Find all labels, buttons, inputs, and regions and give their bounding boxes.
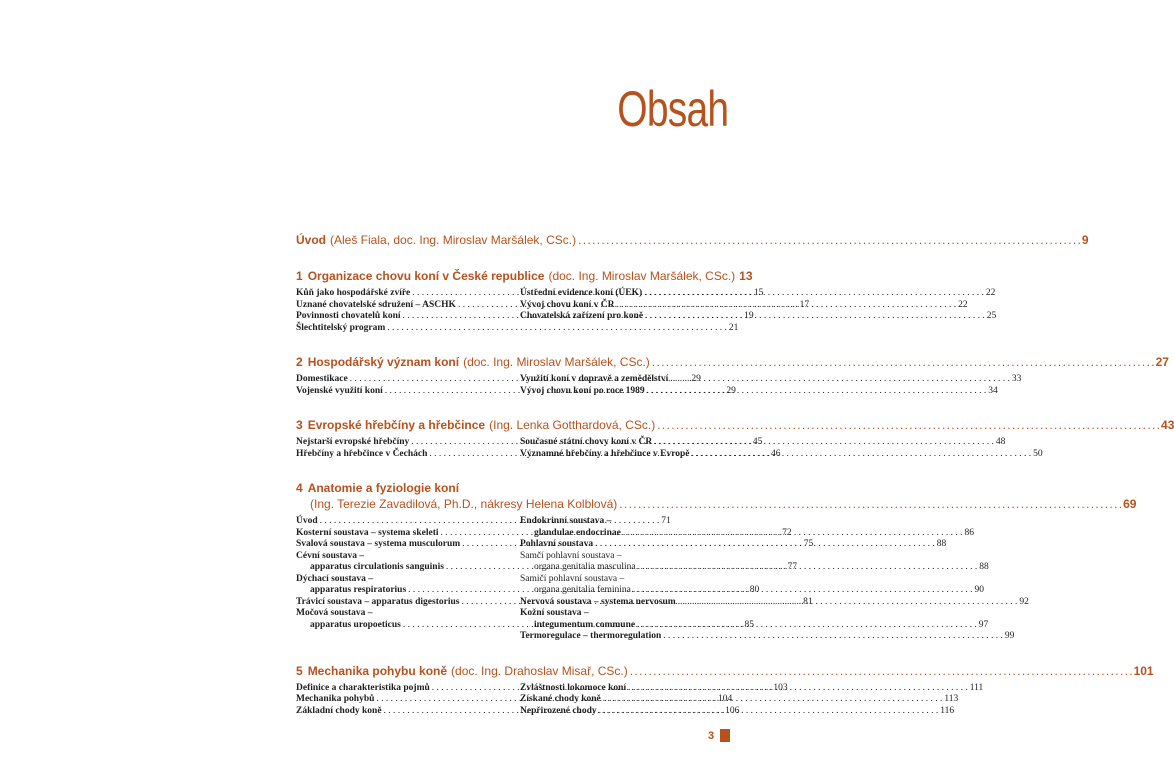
leader-dots	[645, 311, 985, 323]
heading-line	[296, 480, 729, 496]
entry-label: Pohlavní soustava	[520, 539, 594, 549]
entry-label: glandulae endocrinae	[534, 527, 621, 538]
section-title: Anatomie a fyziologie koní	[307, 481, 460, 495]
section-heading[interactable]	[296, 268, 753, 284]
entry-label: apparatus respiratorius	[310, 585, 407, 595]
section-title: Evropské hřebčíny a hřebčince	[307, 418, 486, 432]
toc-section-4	[296, 480, 1137, 643]
toc-entry[interactable]	[520, 574, 729, 586]
toc-entry[interactable]	[520, 608, 729, 620]
section-author: (doc. Ing. Miroslav Maršálek, CSc.)	[548, 269, 736, 283]
toc-entry[interactable]	[296, 574, 505, 586]
section-page: 101	[1133, 663, 1154, 678]
section-heading[interactable]	[296, 417, 1174, 433]
toc-entry[interactable]	[296, 322, 739, 335]
toc-section-1	[296, 268, 997, 334]
entry-label: Trávicí soustava – apparatus digestorius	[296, 596, 460, 607]
entry-page: 33	[1011, 374, 1022, 384]
section-title: Mechanika pohybu koně	[307, 663, 448, 678]
spacer	[296, 460, 729, 480]
section-entries	[296, 374, 1022, 397]
entry-page: 90	[974, 585, 985, 595]
toc-entry[interactable]	[520, 694, 959, 706]
leader-dots	[644, 288, 984, 300]
entry-label: Šlechtitelský program	[296, 322, 386, 333]
leader-dots	[638, 562, 978, 574]
entry-label: Termoregulace – thermoregulation	[520, 631, 662, 641]
entry-label: Významné hřebčíny a hřebčince v Evropě	[520, 448, 690, 459]
entry-label: organa genitalia masculina	[534, 562, 636, 572]
page-footer	[708, 729, 730, 742]
entry-label: Nervová soustava – systema nervosum	[520, 596, 676, 607]
entry-page: 104	[718, 694, 733, 704]
entry-page: 21	[728, 322, 739, 333]
spacer	[296, 397, 729, 417]
entry-label: Ústřední evidence koní (ÚEK)	[520, 288, 643, 298]
entry-page: 106	[725, 705, 740, 716]
leader-dots	[678, 597, 1018, 609]
page-number: 3	[708, 729, 715, 742]
leader-dots	[628, 683, 968, 695]
entry-label: Současné státní chovy koní v ČR	[520, 437, 653, 447]
entry-page: 22	[985, 288, 996, 298]
entry-page: 81	[803, 596, 813, 607]
section-author: (doc. Ing. Miroslav Maršálek, CSc.)	[463, 355, 650, 369]
toc-entry[interactable]	[520, 516, 729, 528]
entry-page: 29	[726, 385, 736, 396]
section-author: (Ing. Lenka Gotthardová, CSc.)	[489, 418, 656, 432]
entry-page: 85	[744, 619, 755, 630]
entry-page: 17	[799, 299, 810, 310]
entry-page: 46	[771, 448, 781, 459]
entry-label: Zvláštnosti lokomoce koní	[520, 682, 627, 693]
entry-label: Kožní soustava –	[520, 608, 589, 618]
entry-label: apparatus uropoeticus	[310, 619, 401, 630]
leader-dots	[692, 449, 1032, 461]
spacer	[296, 248, 729, 268]
entry-page: 77	[787, 562, 798, 572]
entry-label: Vývoj chovu koní po roce 1989	[520, 385, 645, 396]
entry-page: 71	[661, 516, 671, 526]
entry-label: Mechanika pohybů	[296, 694, 375, 704]
section-page: 13	[739, 269, 753, 283]
entry-label: Domestikace	[296, 374, 348, 384]
entry-label: Nejstarší evropské hřebčíny	[296, 437, 410, 447]
entry-label: Vývoj chovu koní v ČR	[520, 299, 615, 310]
entry-label: Uznané chovatelské sdružení – ASCHK	[296, 299, 456, 310]
entry-page: 99	[1004, 631, 1015, 641]
entry-page: 111	[969, 682, 984, 693]
entry-label: Endokrinní soustava –	[520, 516, 612, 526]
entry-page: 92	[1019, 596, 1029, 607]
entry-label: Cévní soustava –	[296, 550, 365, 561]
entry-page: 34	[988, 385, 998, 396]
section-number: 2	[296, 355, 303, 369]
entry-page: 19	[744, 311, 754, 321]
entry-label: Definice a charakteristika pojmů	[296, 682, 430, 693]
entry-page: 29	[691, 374, 701, 384]
entry-page: 15	[753, 288, 764, 298]
leader-dots	[599, 706, 939, 718]
section-entries	[296, 288, 997, 334]
section-entries	[296, 682, 984, 718]
section-entries	[296, 516, 1029, 643]
section-entries	[296, 437, 1043, 460]
section-author: (doc. Ing. Drahoslav Misař, CSc.)	[451, 663, 628, 678]
entry-page: 22	[958, 299, 968, 310]
entry-label: Chovatelská zařízení pro koně	[520, 311, 644, 321]
entry-label: Nepřirozené chody	[520, 705, 597, 716]
entry-label: Získané chody koně	[520, 694, 601, 704]
entry-label: Samičí pohlavní soustava –	[520, 573, 625, 584]
entry-label: Základní chody koně	[296, 705, 382, 716]
spacer	[296, 643, 729, 663]
intro-title: Úvod	[296, 233, 326, 247]
leader-dots	[578, 232, 1080, 248]
section-number: 3	[296, 418, 303, 432]
leader-dots	[603, 694, 943, 706]
entry-page: 72	[782, 527, 792, 538]
entry-label: Úvod	[296, 516, 318, 526]
entry-label: Vojenské využití koní	[296, 385, 383, 396]
footer-block-mark	[720, 729, 730, 742]
entry-label: organa genitalia feminina	[534, 585, 631, 595]
section-title: Organizace chovu koní v České republice	[307, 269, 545, 283]
leader-dots	[670, 374, 1010, 386]
toc-entry[interactable]	[296, 551, 505, 563]
toc-section-5	[296, 663, 1154, 718]
leader-dots	[652, 354, 1154, 370]
entry-label: Hřebčíny a hřebčince v Čechách	[296, 448, 428, 459]
entry-label: Samčí pohlavní soustava –	[520, 550, 622, 561]
leader-dots	[595, 539, 935, 551]
entry-label: apparatus circulationis sanguinis	[310, 562, 444, 572]
entry-page: 113	[944, 694, 959, 704]
section-page: 27	[1155, 355, 1169, 369]
section-number: 4	[296, 481, 303, 495]
leader-dots	[630, 663, 1132, 679]
entry-page: 86	[964, 527, 974, 538]
entry-page: 75	[803, 539, 814, 549]
leader-dots	[657, 417, 1159, 433]
entry-page: 25	[986, 311, 997, 321]
toc-entry[interactable]	[520, 551, 729, 563]
section-page: 69	[1123, 497, 1137, 511]
entry-page: 97	[978, 619, 989, 630]
leader-dots	[663, 631, 1003, 643]
entry-label: Kosterní soustava – systema skeleti	[296, 527, 439, 538]
section-heading[interactable]	[296, 663, 1154, 679]
entry-page: 80	[749, 585, 760, 595]
entry-page: 45	[752, 437, 763, 447]
section-title: Hospodářský význam koní	[307, 355, 460, 369]
intro-page: 9	[1081, 233, 1089, 247]
toc-entry[interactable]	[296, 608, 505, 620]
intro-author: (Aleš Fiala, doc. Ing. Miroslav Maršálek, CSc.)	[330, 233, 577, 247]
leader-dots	[637, 620, 977, 632]
entry-label: Využití koní v dopravě a zemědělství	[520, 374, 669, 384]
section-number: 1	[296, 269, 303, 283]
entry-page: 88	[936, 539, 947, 549]
spacer	[296, 334, 729, 354]
section-heading[interactable]	[296, 480, 1137, 512]
entry-label: Povinnosti chovatelů koní	[296, 311, 401, 321]
entry-page: 48	[995, 437, 1006, 447]
leader-dots	[654, 437, 994, 449]
leader-dots	[623, 528, 963, 540]
page-title: Obsah	[616, 81, 728, 137]
toc-entry[interactable]	[520, 374, 1022, 386]
entry-label: Svalová soustava – systema musculorum	[296, 539, 461, 549]
leader-dots	[633, 585, 973, 597]
entry-page: 116	[940, 705, 955, 716]
entry-page: 103	[773, 682, 788, 693]
entry-label: Dýchací soustava –	[296, 573, 374, 584]
entry-label: Močová soustava –	[296, 608, 373, 618]
toc-section-3	[296, 417, 1174, 460]
entry-label: integumentum commune	[534, 619, 636, 630]
leader-dots	[617, 300, 957, 312]
leader-dots	[619, 496, 1121, 512]
section-page: 43	[1161, 418, 1174, 432]
toc-section-2	[296, 354, 1169, 397]
entry-page: 88	[979, 562, 989, 572]
entry-page: 50	[1033, 448, 1043, 459]
heading-line	[296, 496, 1137, 512]
section-number: 5	[296, 663, 303, 678]
intro-heading[interactable]	[296, 232, 1089, 248]
section-heading[interactable]	[296, 354, 1169, 370]
leader-dots	[647, 386, 987, 398]
toc-entry[interactable]	[520, 631, 1015, 643]
entry-label: Kůň jako hospodářské zvíře	[296, 288, 411, 298]
section-author: (Ing. Terezie Zavadilová, Ph.D., nákresy Helena Kolblová)	[310, 497, 618, 511]
table-of-contents	[296, 232, 1174, 717]
toc-sections	[296, 268, 1174, 717]
toc-intro	[296, 232, 1089, 248]
